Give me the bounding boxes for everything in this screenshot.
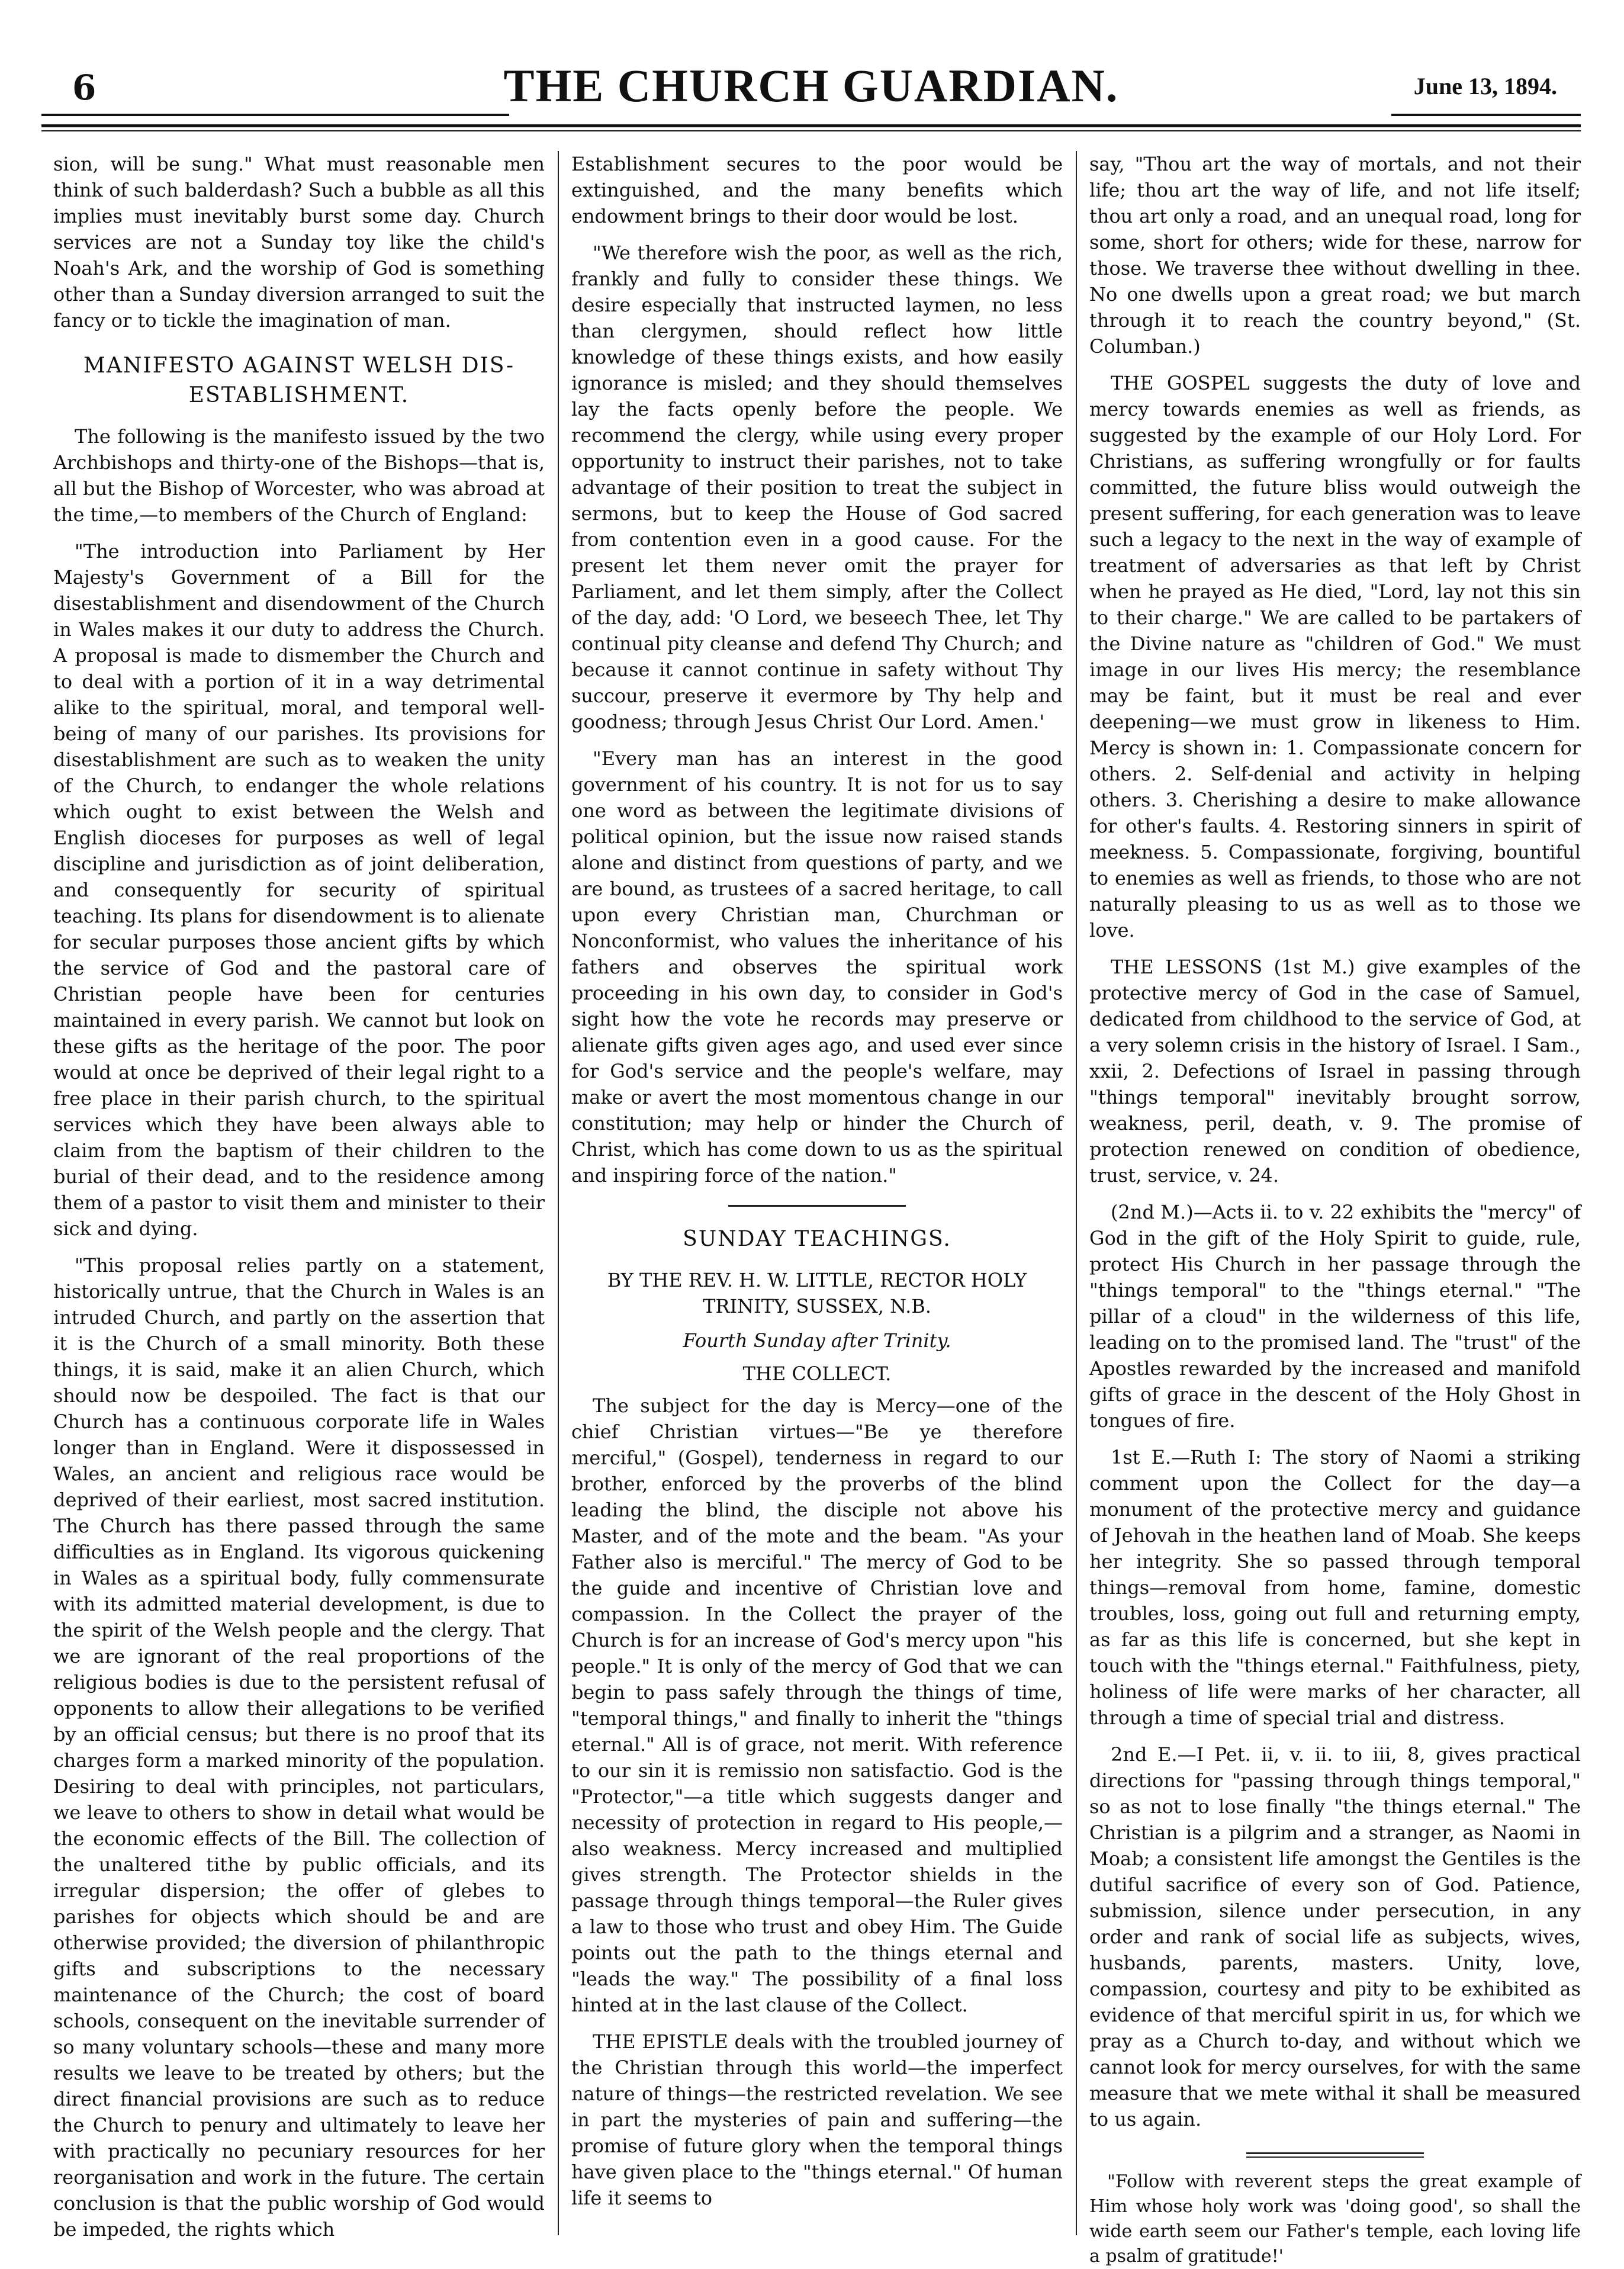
quote-divider (1246, 2152, 1424, 2154)
continued-paragraph: sion, will be sung." What must reasonable men think of such balderdash? Such a bubble as all this implies must inevitably burst some day. Church services are not a Sunday toy like the child's Noah's Ark, and the worship of God is something other than a Sunday diversion arranged to suit the fancy or to tickle the imagination of man. (53, 153, 545, 332)
collect-heading: THE COLLECT. (742, 1362, 892, 1385)
manifesto-paragraph: "We therefore wish the poor, as well as the rich, frankly and fully to consider these things. We desire especially that instructed laymen, no less than clergymen, should reflect how little knowledge of these things exists, and how easily ignorance is misled; and they should themselves lay the facts openly before the people. We recommend the clergy, while using every proper opportunity to instruct their parishes, not to take advantage of their position to treat the subject in sermons, but to keep the House of God sacred from contention even in a good cause. For the present let them never omit the prayer for Parliament, and let them simply, after the Collect of the day, add: 'O Lord, we beseech Thee, let Thy continual pity cleanse and defend Thy Church; and because it cannot continue in safety without Thy succour, preserve it evermore by Thy help and goodness; through Jesus Christ Our Lord. Amen.' (571, 242, 1063, 733)
manifesto-paragraph: "The introduction into Parliament by Her Majesty's Government of a Bill for the disestablishment and disendowment of the Church in Wales makes it our duty to address the Church. A proposal is made to dismember the Church and to deal with a portion of it in a way detrimental alike to the spiritual, moral, and temporal well-being of many of our parishes. Its provisions for disestablishment are such as to weaken the unity of the Church, to endanger the whole relations which ought to exist between the Welsh and English dioceses for purposes as well of legal discipline and jurisdiction as of joint deliberation, and consequently for security of spiritual teaching. Its plans for disendowment is to alienate for secular purposes those ancient gifts by which the service of God and the pastoral care of Christian people have been for centuries maintained in every parish. We cannot but look on these gifts as the heritage of the poor. The poor would at once be deprived of their legal right to a free place in their parish church, to the spiritual services which they have been always able to claim from the baptism of their children to the burial of their dead, and to the residence among them of a pastor to visit them and minister to their sick and dying. (53, 540, 545, 1240)
column-2 (571, 151, 1063, 2235)
date-rule (1391, 114, 1581, 116)
page-number-rule (41, 114, 509, 116)
section-divider (728, 1205, 906, 1207)
column-separator (558, 151, 559, 2235)
column-separator (1076, 151, 1077, 2235)
teaching-paragraph: THE LESSONS (1st M.) give examples of the protective mercy of God in the case of Samuel, dedicated from childhood to the service of God, at a very solemn crisis in the history of Israel. I Sam., xxii, 2. Defections of Israel in passing through "things temporal" inevitably brought sorrow, weakness, peril, death, v. 9. The promise of protection renewed on condition of obedience, trust, service, v. 24. (1089, 956, 1581, 1187)
teaching-paragraph: (2nd M.)—Acts ii. to v. 22 exhibits the "mercy" of God in the gift of the Holy Spirit to guide, rule, protect His Church in her passage through the "things temporal" to the "things eternal." "The pillar of a cloud" in the wilderness of this life, leading on to the promised land. The "trust" of the Apostles rewarded by the increased and manifold gifts of grace in the descent of the Holy Ghost in tongues of fire. (1089, 1201, 1581, 1432)
newspaper-page (41, 36, 1581, 2267)
manifesto-paragraph: "This proposal relies partly on a statement, historically untrue, that the Church in Wales is an intruded Church, and partly on the assertion that it is the Church of a small minority. Both these things, it is said, make it an alien Church, which should now be despoiled. The fact is that our Church has a continuous corporate life in Wales longer than in England. Were it dispossessed in Wales, an ancient and religious race would be deprived of their earliest, most sacred institution. The Church has there passed through the same difficulties as in England. Its vigorous quickening in Wales as a spiritual body, fully commensurate with its admitted material development, is due to the spirit of the Welsh people and the clergy. That we are ignorant of the real proportions of the religious bodies is due to the persistent refusal of opponents to allow their allegations to be verified by an official census; but there is no proof that its charges form a marked minority of the population. Desiring to deal with principles, not particulars, we leave to others to show in detail what would be the economic effects of the Bill. The collection of the unaltered tithe by public officials, and its irregular dispersion; the offer of glebes to parishes for objects which should be and are otherwise provided; the diversion of philanthropic gifts and subscriptions to the necessary maintenance of the Church; the cost of board schools, consequent on the inevitable surrender of so many voluntary schools—these and many more results we leave to be treated by others; but the direct financial provisions are such as to reduce the Church to penury and ultimately to leave her with practically no pecuniary resources for her reorganisation and work in the future. The certain conclusion is that the public worship of God would be impeded, the rights which (53, 1254, 545, 2241)
page-number: 6 (72, 68, 97, 108)
newspaper-title: THE CHURCH GUARDIAN. (503, 60, 1119, 111)
masthead (41, 36, 1581, 124)
column-1 (53, 151, 545, 2241)
manifesto-intro: The following is the manifesto issued by the two Archbishops and thirty-one of the Bishops—that is, all but the Bishop of Worcester, who was abroad at the time,—to members of the Church of England: (53, 425, 545, 526)
teaching-paragraph: The subject for the day is Mercy—one of the chief Christian virtues—"Be ye therefore merciful," (Gospel), tenderness in regard to our brother, enforced by the proverbs of the blind leading the blind, the disciple not above his Master, and of the mote and the beam. "As your Father also is merciful." The mercy of God to be the guide and incentive of Christian love and compassion. In the Collect the prayer of the Church is for an increase of God's mercy upon "his people." It is only of the mercy of God that we can begin to pass safely through the things of time, "temporal things," and finally to inherit the "things eternal." All is of grace, not merit. With reference to our sin it is remissio non satisfactio. God is the "Protector,"—a title which suggests danger and necessity of protection in regard to His people,—also weakness. Mercy increased and multiplied gives strength. The Protector shields in the passage through things temporal—the Ruler gives a law to those who trust and obey Him. The Guide points out the path to the things eternal and "leads the way." The possibility of a final loss hinted at in the last clause of the Collect. (571, 1394, 1063, 2016)
manifesto-paragraph: Establishment secures to the poor would be extinguished, and the many benefits which endowment brings to their door would be lost. (571, 153, 1063, 227)
masthead-rule-thick (41, 124, 1581, 127)
teaching-paragraph: say, "Thou art the way of mortals, and not their life; thou art the way of life, and not life itself; thou art only a road, and an unequal road, long for some, short for others; wide for these, narrow for those. We traverse thee without dwelling in thee. No one dwells upon a great road; we but march through it to reach the country beyond," (St. Columban.) (1089, 153, 1581, 358)
manifesto-paragraph: "Every man has an interest in the good government of his country. It is not for us to say one word as between the legitimate divisions of political opinion, but the issue now raised stands alone and distinct from questions of party, and we are bound, as trustees of a sacred heritage, to call upon every Christian man, Churchman or Nonconformist, who values the inheritance of his fathers and observes the spiritual work proceeding in his own day, to consider in God's sight how the vote he records may preserve or alienate gifts given ages ago, and used ever since for God's service and the people's welfare, may make or avert the most momentous change in our constitution; may help or hinder the Church of Christ, which has come down to us as the spiritual and inspiring force of the nation." (571, 747, 1063, 1187)
teaching-paragraph: THE GOSPEL suggests the duty of love and mercy towards enemies as well as friends, as suggested by the example of our Holy Lord. For Christians, as suffering wrongfully or for faults committed, the future bliss would outweigh the present suffering, for each generation was to leave such a legacy to the next in the way of example of treatment of adversaries as that left by Christ when he prayed as He died, "Lord, lay not this sin to their charge." We are called to be partakers of the Divine nature as "children of God." We must image in our lives His mercy; the resemblance may be faint, but it must be real and ever deepening—we must grow in likeness to Him. Mercy is shown in: 1. Compassionate concern for others. 2. Self-denial and activity in helping others. 3. Cherishing a desire to make allowance for other's faults. 4. Restoring sinners in spirit of meekness. 5. Compassionate, forgiving, bountiful to enemies as well as friends, to those who are not naturally pleasing to us as well as to those we love. (1089, 372, 1581, 941)
masthead-rule-thin (41, 130, 1581, 131)
quote-divider-thin (1246, 2156, 1424, 2158)
closing-quote: "Follow with reverent steps the great example of Him whose holy work was 'doing good', so shall the wide earth seem our Father's temple, each loving life a psalm of gratitude!' (1089, 2171, 1581, 2267)
author-byline: BY THE REV. H. W. LITTLE, RECTOR HOLY TRINITY, SUSSEX, N.B. (607, 1269, 1027, 1317)
teaching-paragraph: 2nd E.—I Pet. ii, v. ii. to iii, 8, gives practical directions for "passing through things temporal," so as not to lose finally "the things eternal." The Christian is a pilgrim and a stranger, as Naomi in Moab; a consistent life amongst the Gentiles is the dutiful sacrifice of every son of God. Patience, submission, silence under persecution, in any order and rank of social life as subjects, wives, husbands, parents, masters. Unity, love, compassion, courtesy and pity to be exhibited as evidence of that merciful spirit in us, for which we pray as a Church to-day, and without which we cannot look for mercy ourselves, for with the same measure that we mete withal it shall be measured to us again. (1089, 1743, 1581, 2130)
trinity-subheading: Fourth Sunday after Trinity. (683, 1329, 951, 1352)
manifesto-heading: MANIFESTO AGAINST WELSH DIS-ESTABLISHMENT. (83, 353, 514, 407)
issue-date: June 13, 1894. (1413, 73, 1557, 99)
article-columns (53, 151, 1581, 2267)
teaching-paragraph: 1st E.—Ruth I: The story of Naomi a striking comment upon the Collect for the day—a monument of the protective mercy and guidance of Jehovah in the heathen land of Moab. She keeps her integrity. She so passed through temporal things—removal from home, famine, domestic troubles, loss, going out full and returning empty, as far as this life is concerned, but she kept in touch with the "things eternal." Faithfulness, piety, holiness of life were marks of her character, all through a time of special trial and distress. (1089, 1446, 1581, 1729)
teaching-paragraph: THE EPISTLE deals with the troubled journey of the Christian through this world—the imperfect nature of things—the restricted revelation. We see in part the mysteries of pain and suffering—the promise of future glory when the temporal things have given place to the "things eternal." Of human life it seems to (571, 2030, 1063, 2209)
column-3 (1089, 151, 1581, 2267)
sunday-teachings-heading: SUNDAY TEACHINGS. (683, 1227, 951, 1251)
